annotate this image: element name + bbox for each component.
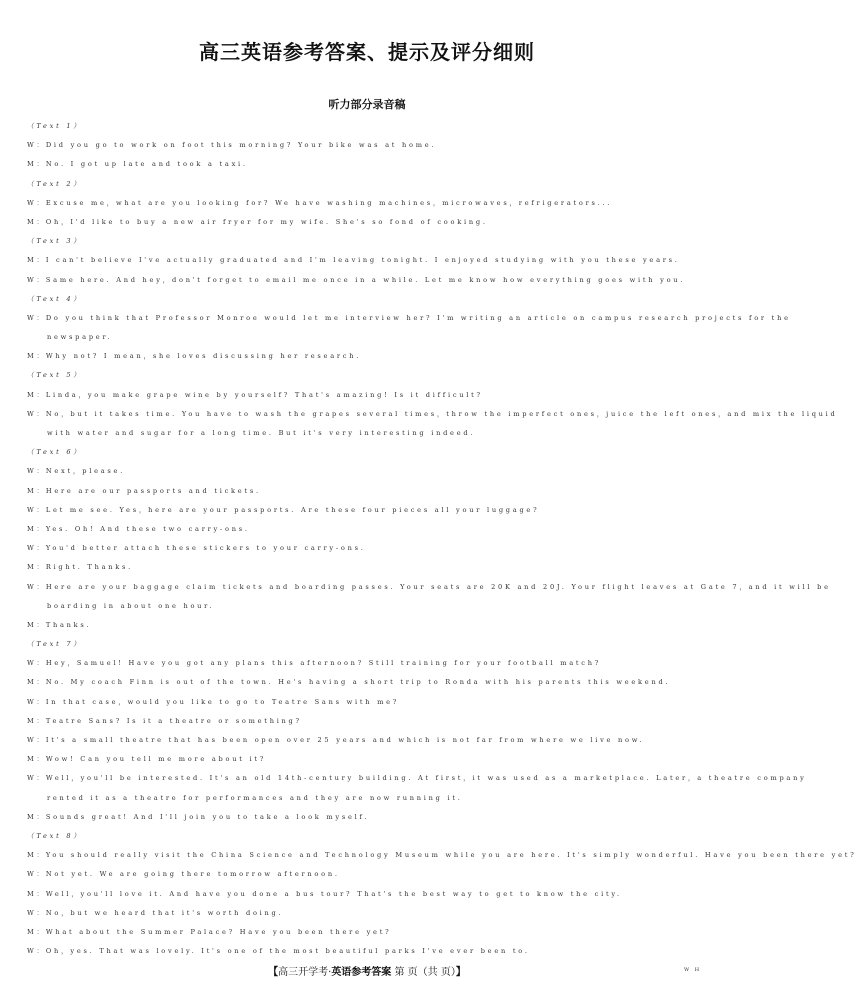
transcript-line: W：It's a small theatre that has been open over 25 years and which is not far from where we live now.: [27, 736, 645, 744]
text-heading: （Text 2）: [27, 179, 83, 188]
transcript-line: M：Oh，I'd like to buy a new air fryer for my wife. She's so fond of cooking.: [27, 217, 488, 226]
transcript-line: M：I can't believe I've actually graduated and I'm leaving tonight. I enjoyed studying with you these years.: [27, 256, 680, 265]
transcript-line: W：You'd better attach these stickers to your carry-ons.: [27, 544, 366, 553]
transcript-line: M：No. My coach Finn is out of the town. He's having a short trip to Ronda with his parents this weekend.: [27, 678, 671, 687]
transcript-line: M：No. I got up late and took a taxi.: [27, 160, 248, 169]
transcript-line: W：Do you think that Professor Monroe would let me interview her? I'm writing an article on campus research projects for the: [27, 313, 791, 322]
text-heading: （Text 7）: [27, 640, 83, 649]
transcript-line: W：Not yet. We are going there tomorrow afternoon.: [27, 870, 340, 879]
corner-mark: W H: [684, 967, 702, 973]
transcript-body: [27, 117, 856, 961]
transcript-line: M：Wow! Can you tell me more about it?: [27, 755, 267, 764]
transcript-line: M：Why not? I mean，she loves discussing her research.: [27, 352, 362, 361]
transcript-line: M：Linda，you make grape wine by yourself? That's amazing! Is it difficult?: [27, 390, 483, 399]
transcript-line: with water and sugar for a long time. But it's very interesting indeed.: [47, 429, 476, 437]
transcript-line: W：Next，please.: [27, 467, 126, 476]
transcript-line: M：Sounds great! And I'll join you to take a look myself.: [27, 812, 370, 821]
transcript-line: M：You should really visit the China Science and Technology Museum while you are here. It's simply wonderful. Have you been there yet?: [27, 851, 856, 860]
transcript-line: boarding in about one hour.: [47, 601, 215, 610]
transcript-line: W：Same here. And hey，don't forget to email me once in a while. Let me know how everything goes with you.: [27, 275, 686, 284]
transcript-line: W：Hey，Samuel! Have you got any plans this afternoon? Still training for your football match?: [27, 659, 602, 668]
footer-bracket-close: 】: [455, 967, 466, 978]
transcript-line: W：No，but we heard that it's worth doing.: [27, 908, 284, 917]
transcript-line: M：Well，you'll love it. And have you done a bus tour? That's the best way to get to know the city.: [27, 889, 622, 898]
transcript-line: W：Here are your baggage claim tickets and boarding passes. Your seats are 20K and 20J. Your flight leaves at Gate 7，and it will be: [27, 582, 831, 591]
transcript-line: W：Oh，yes. That was lovely. It's one of the most beautiful parks I've ever been to.: [27, 947, 530, 956]
text-heading: （Text 8）: [27, 831, 83, 840]
footer-exam: 高三开学考·: [278, 967, 332, 978]
text-heading: （Text 5）: [27, 371, 83, 380]
page-title: 高三英语参考答案、提示及评分细则: [199, 40, 535, 64]
transcript-line: M：Right. Thanks.: [27, 563, 134, 572]
section-subtitle: 听力部分录音稿: [328, 98, 406, 111]
text-heading: （Text 1）: [27, 122, 83, 130]
transcript-line: W：Did you go to work on foot this morning? Your bike was at home.: [27, 141, 437, 150]
transcript-line: W：Well，you'll be interested. It's an old 14th-century building. At first，it was used as a marketplace. Later，a theatre company: [27, 774, 807, 783]
transcript-line: M：Yes. Oh! And these two carry-ons.: [27, 524, 250, 533]
page-footer: [0, 963, 734, 978]
footer-pages: 第 页（共 页）: [394, 967, 456, 978]
text-heading: （Text 6）: [27, 448, 83, 457]
footer-subject: 英语参考答案: [331, 967, 392, 978]
transcript-line: newspaper.: [47, 333, 113, 342]
transcript-line: W：No，but it takes time. You have to wash the grapes several times，throw the imperfect ones，juice the left ones，and mix the liquid: [27, 409, 838, 418]
transcript-line: rented it as a theatre for performances and they are now running it.: [47, 793, 463, 802]
transcript-line: W：Excuse me，what are you looking for? We have washing machines，microwaves，refrigerators...: [27, 198, 613, 207]
text-heading: （Text 4）: [27, 294, 83, 303]
transcript-line: M：Teatre Sans? Is it a theatre or something?: [27, 716, 302, 725]
transcript-line: M：Thanks.: [27, 620, 92, 629]
transcript-line: W：In that case，would you like to go to Teatre Sans with me?: [27, 697, 400, 706]
transcript-line: W：Let me see. Yes，here are your passports. Are these four pieces all your luggage?: [27, 505, 540, 514]
text-heading: （Text 3）: [27, 237, 83, 246]
transcript-line: M：What about the Summer Palace? Have you been there yet?: [27, 927, 392, 936]
footer-bracket-open: 【: [268, 967, 279, 978]
transcript-line: M：Here are our passports and tickets.: [27, 486, 261, 495]
